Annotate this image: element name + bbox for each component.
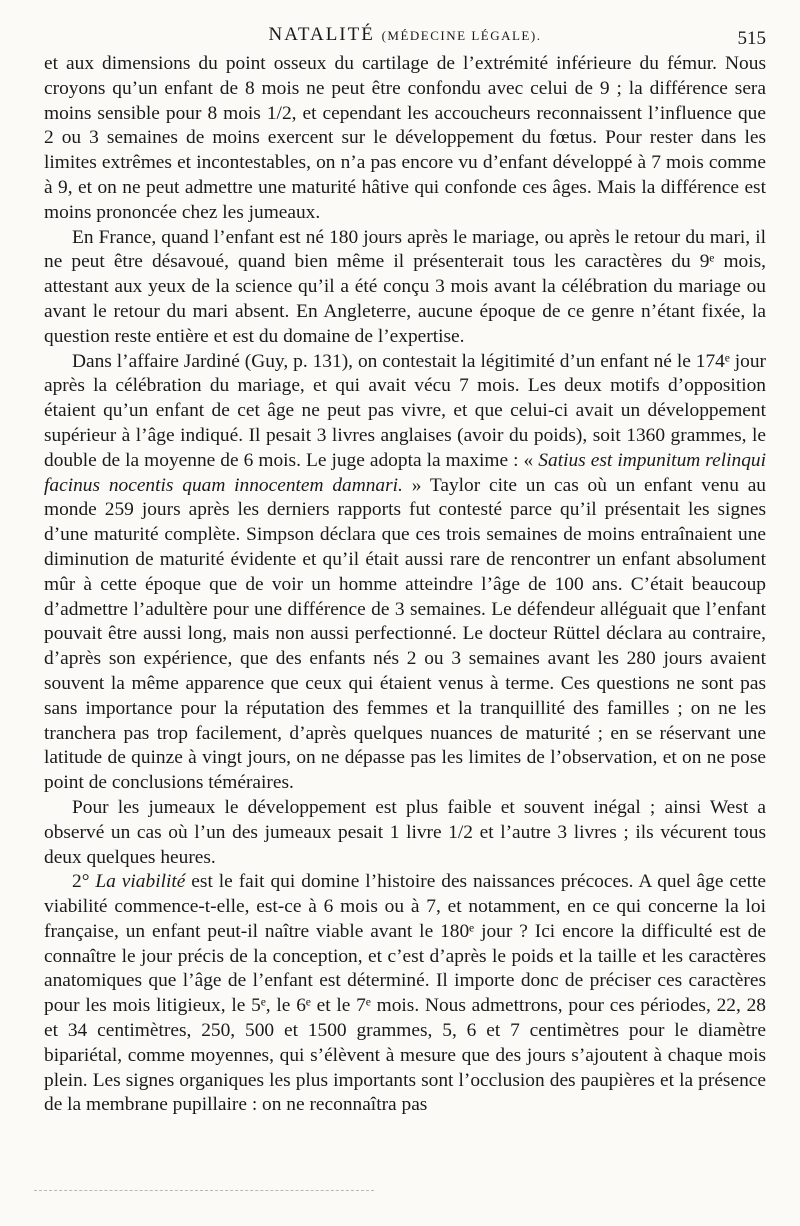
running-title — [44, 24, 766, 46]
paragraph-2: En France, quand l’enfant est né 180 jours après le mariage, ou après le retour du mari, il ne peut être désavoué, quand bien même il présenterait tous les caractères du 9ᵉ mois, attestant aux yeux de la science qu’il a été conçu 3 mois avant la célébration du mariage ou avant le retour du mari absent. En Angleterre, aucune époque de ce genre n’étant fixée, la question reste entière et est du domaine de l’expertise. — [44, 226, 766, 347]
footer-rule — [34, 1190, 374, 1191]
paragraph-3-start: Dans l’affaire Jardiné (Guy, p. 131), on contestait la légitimité d’un enfant né le 174ᵉ jour après la célébration du mariage, et qui avait vécu 7 mois. Les deux motifs d’opposition étaient qu’un enfant de cet âge ne peut pas vivre, et que celui-ci avait un développement supérieur à l’âge indiqué. Il pesait 3 livres anglaises (avoir du poids), soit 1360 grammes, le double de la moyenne de 6 mois. Le juge adopta la maxime : « — [44, 350, 766, 471]
header-title: NATALITÉ — [268, 24, 375, 45]
header-subtitle: (MÉDECINE LÉGALE). — [381, 28, 542, 43]
paragraph-1: et aux dimensions du point osseux du cartilage de l’extrémité inférieure du fémur. Nous croyons qu’un enfant de 8 mois ne peut être confondu avec celui de 9 ; la différence sera moins sensible pour 8 mois 1/2, et cependant les accoucheurs reconnaissent l’influence que 2 ou 3 semaines de moins exercent sur le développement du fœtus. Pour rester dans les limites extrêmes et incontestables, on n’a pas encore vu d’enfant développé à 7 mois comme à 9, et on ne peut admettre une maturité hâtive qui confonde ces âges. Mais la différence est moins prononcée chez les jumeaux. — [44, 53, 766, 223]
paragraph-3 — [44, 350, 766, 796]
section-number: 2° — [72, 871, 96, 893]
latin-maxim: Satius est impunitum relinqui facinus nocentis quam innocentem damnari. — [44, 449, 766, 496]
section-heading-viabilite: La viabilité — [95, 871, 186, 893]
paragraph-4: Pour les jumeaux le développement est plus faible et souvent inégal ; ainsi West a observé un cas où l’un des jumeaux pesait 1 livre 1/2 et l’autre 3 livres ; ils vécurent tous deux quelques heures. — [44, 796, 766, 868]
page — [44, 18, 766, 1118]
paragraph-3-end: » Taylor cite un cas où un enfant venu au monde 259 jours après les derniers rapports fut contesté parce qu’il présentait les signes d’une maturité complète. Simpson déclara que ces trois semaines de moins entraînaient une diminution de maturité évidente et qu’il était aussi rare de rencontrer un enfant absolument mûr à cette époque que de voir un homme atteindre l’âge de 100 ans. C’était beaucoup d’admettre l’adultère pour une différence de 3 semaines. Le défendeur alléguait que l’enfant pouvait être aussi long, mais non aussi perfectionné. Le docteur Rüttel déclara au contraire, d’après son expérience, que des enfants nés 2 ou 3 semaines avant les 280 jours avaient souvent la même apparence que ceux qui étaient venus à terme. Ces questions ne sont pas sans importance pour la réputation des femmes et la tranquillité des familles ; on ne les tranchera pas trop facilement, d’après quelques nuances de maturité ; en se réservant une latitude de quinze à vingt jours, on ne dépasse pas les limites de l’observation, et on ne pose point de conclusions téméraires. — [44, 474, 767, 794]
body-text — [44, 52, 766, 1118]
paragraph-5 — [44, 870, 766, 1118]
page-number: 515 — [737, 28, 766, 49]
running-header — [44, 18, 766, 52]
paragraph-5-text: est le fait qui domine l’histoire des naissances précoces. A quel âge cette viabilité commence-t-elle, est-ce à 6 mois ou à 7, et notamment, en ce qui concerne la loi française, un enfant peut-il naître viable avant le 180ᵉ jour ? Ici encore la difficulté est de connaître le jour précis de la conception, et c’est d’après le poids et la taille et les caractères anatomiques que l’âge de l’enfant est déterminé. Il importe donc de préciser ces caractères pour les mois litigieux, le 5ᵉ, le 6ᵉ et le 7ᵉ mois. Nous admettrons, pour ces périodes, 22, 28 et 34 centimètres, 250, 500 et 1500 grammes, 5, 6 et 7 centimètres pour le diamètre bipariétal, comme moyennes, qui s’élèvent à mesure que des jours s’ajoutent à chaque mois plein. Les signes organiques les plus importants sont l’occlusion des paupières et la présence de la membrane pupillaire : on ne reconnaîtra pas — [44, 871, 766, 1116]
